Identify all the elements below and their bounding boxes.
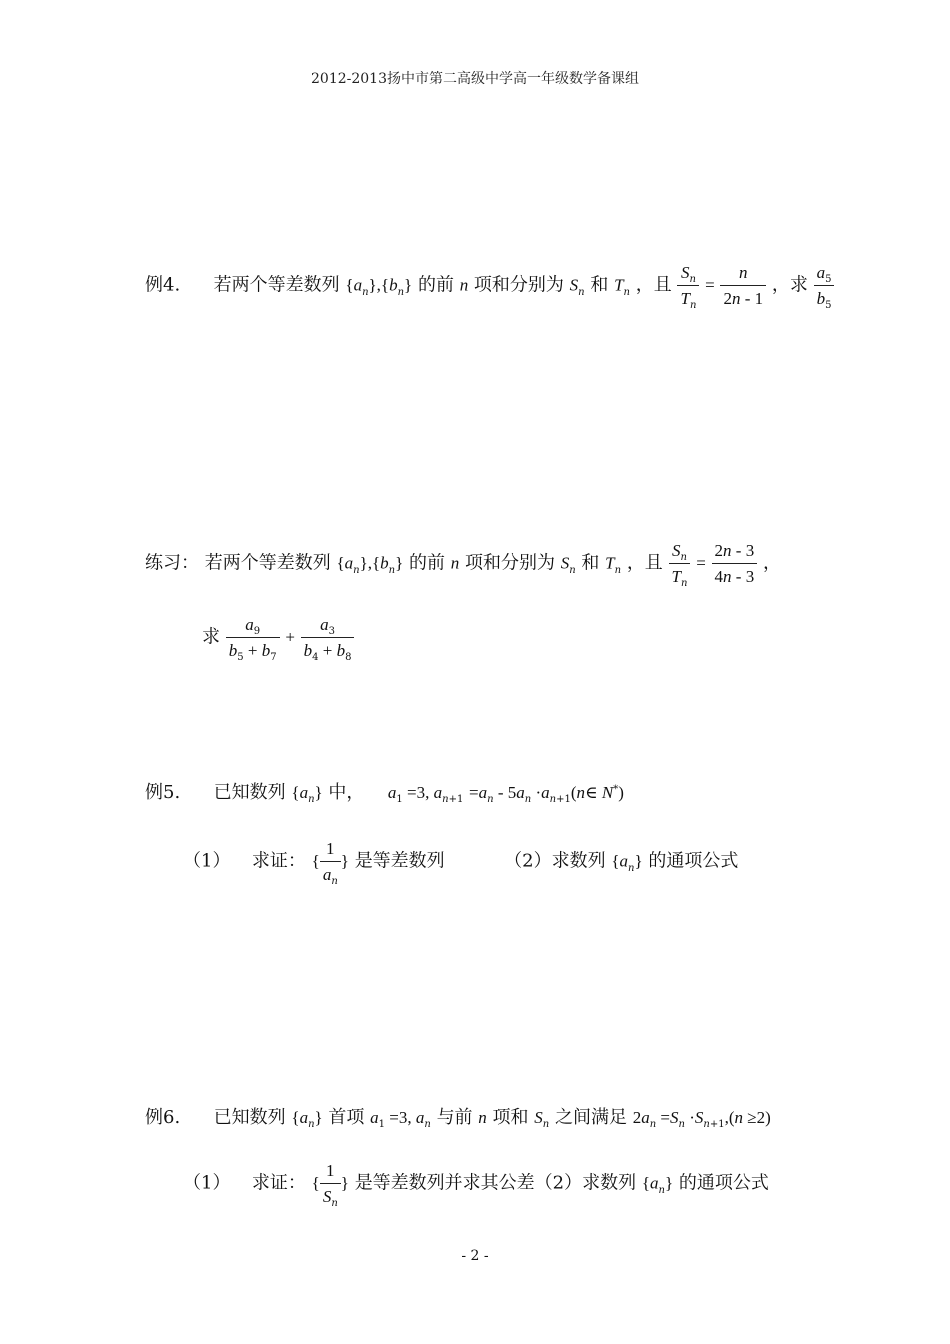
example-4-text-1: 若两个等差数列 [213, 274, 340, 296]
fraction-a3-over-b4-b8: $\frac{a_3}{b_4 + b_8}$ [301, 614, 355, 661]
fraction-sn-tn-2: $\frac{S_n}{T_n}$ [669, 540, 691, 587]
fraction-a9-over-b5-b7: $\frac{a_9}{b_5 + b_7}$ [226, 614, 280, 661]
fraction-a5-b5: $\frac{a_5}{b_5}$ [814, 262, 835, 309]
page-header: 2012-2013扬中市第二高级中学高一年级数学备课组 [311, 71, 639, 87]
example-4-text-3: 项和分别为 [473, 274, 564, 296]
example-4-label: 例4. [145, 274, 181, 296]
example-6-parts: （1） 求证： { $\frac{1}{S_n}$ } 是等差数列并求其公差（2）求数列 $\{a_n\}$ 的通项公式 [183, 1161, 769, 1209]
example-6-is-arith: 是等差数列并求其公差（2）求数列 [354, 1172, 637, 1194]
example-5-text-2: 中， [328, 782, 365, 803]
practice-label: 练习： [145, 552, 199, 574]
practice-text-3: 项和分别为 [465, 552, 555, 574]
fraction-sn-tn: $\frac{S_n}{T_n}$ [677, 262, 699, 309]
example-6-text-3: 与前 [436, 1107, 473, 1128]
practice-text-4: 和 [581, 552, 600, 574]
example-4-text-6: ，求 [771, 274, 808, 296]
fraction-n-over-2n-1: $\frac{n}{2n - 1}$ [720, 262, 766, 309]
example-4-text-4: 和 [590, 274, 609, 296]
example-5-label: 例5. [145, 782, 181, 803]
practice-text-6: ， [762, 552, 781, 574]
example-6: 例6. 已知数列 $\{a_n\}$ 首项 $a_1 =3$, $a_n$ 与前 n 项和 $S_n$ 之间满足 $2a_n =S_n \cdot S_{n+1},(n \ge 2)$ [145, 1107, 771, 1130]
fraction-1-over-an: $\frac{1}{a_n}$ [320, 838, 341, 885]
example-6-text-1: 已知数列 [213, 1107, 286, 1128]
example-5-is-arith: 是等差数列 [354, 850, 445, 872]
example-5-general: 的通项公式 [648, 850, 739, 872]
example-5-parts: （1） 求证： { $\frac{1}{a_n}$ } 是等差数列 （2）求数列 $\{a_n\}$ 的通项公式 [183, 839, 739, 887]
practice-text-1: 若两个等差数列 [204, 552, 331, 574]
example-6-text-2: 首项 [328, 1107, 365, 1128]
practice: 练习： 若两个等差数列 $\{a_n\},\{b_n\}$ 的前 n 项和分别为 $S_n$ 和 $T_n$ ，且 $\frac{S_n}{T_n}$ = $\frac{2n - 3}{4n - 3}$ ， [145, 541, 781, 589]
practice-question: 求 $\frac{a_9}{b_5 + b_7}$ + $\frac{a_3}{b_4 + b_8}$ [202, 614, 354, 661]
fraction-2n-3-over-4n-3: $\frac{2n - 3}{4n - 3}$ [712, 540, 758, 587]
example-6-prove: 求证： [251, 1172, 306, 1194]
practice-ask: 求 [202, 626, 220, 648]
example-6-label: 例6. [145, 1107, 181, 1128]
example-5: 例5. 已知数列 $\{a_n\}$ 中， $a_1 =3$, $a_{n+1} =a_n - 5a_n$ $\cdot a_{n+1}(n\in$ N*) [145, 782, 624, 805]
example-4-text-2: 的前 [417, 274, 454, 296]
example-4-text-5: ，且 [635, 274, 672, 296]
example-6-text-5: 之间满足 [554, 1107, 627, 1128]
example-6-text-4: 项和 [492, 1107, 529, 1128]
example-6-part-1: （1） [183, 1172, 231, 1194]
practice-text-5: ，且 [626, 552, 663, 574]
example-4: 例4. 若两个等差数列 $\{a_n\},\{b_n\}$ 的前 n 项和分别为 $S_n$ 和 $T_n$ ，且 $\frac{S_n}{T_n}$ = $\frac{n}{2n - 1}$ ，求 $\frac{a_5}{b_5}$ [145, 262, 834, 309]
example-5-text-1: 已知数列 [213, 782, 286, 803]
fraction-1-over-sn: $\frac{1}{S_n}$ [320, 1160, 341, 1207]
example-5-part-1: （1） [183, 850, 231, 872]
example-5-part-2: （2）求数列 [504, 850, 606, 872]
example-5-prove: 求证： [251, 850, 306, 872]
practice-text-2: 的前 [409, 552, 446, 574]
example-6-general: 的通项公式 [678, 1172, 769, 1194]
page-number: - 2 - [461, 1248, 489, 1264]
